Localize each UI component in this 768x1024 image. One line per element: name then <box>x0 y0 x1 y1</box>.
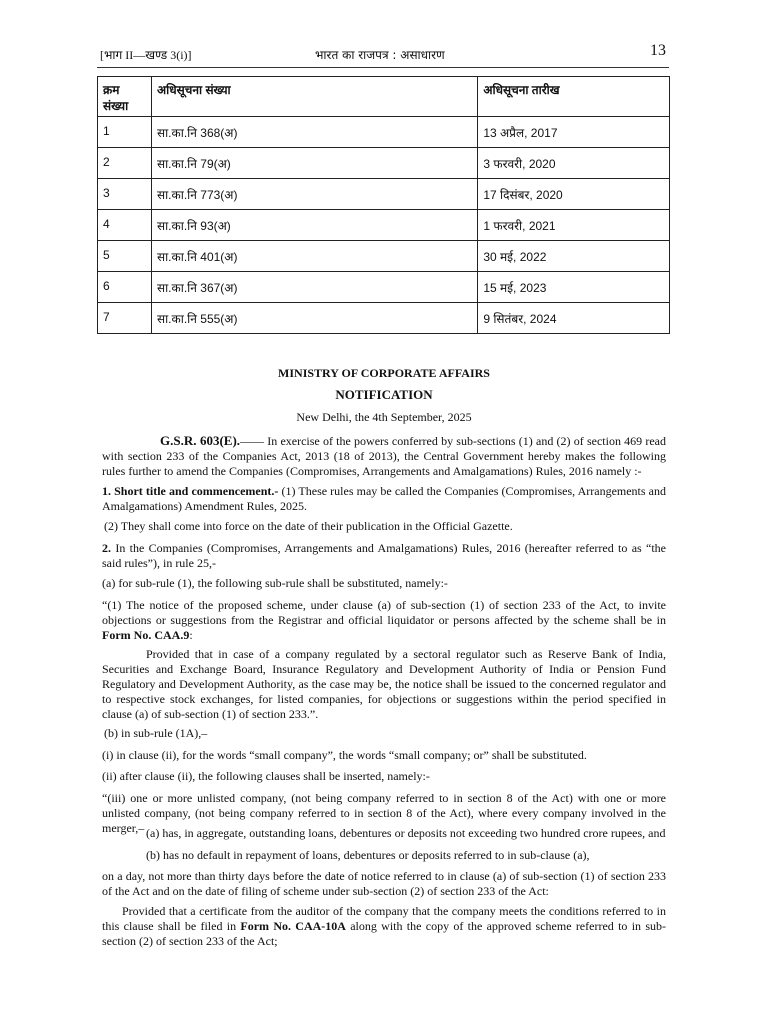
proviso2-text-end: along with the copy of the approved scheme referred to in sub-section (2) of section 233 of the Act; <box>102 919 666 948</box>
on-a-day-paragraph: on a day, not more than thirty days before the date of notice referred to in clause (a) of sub-section (1) of section 233 of the Act and on the date of filing of scheme under sub-section (2) of section 233 of the Act: <box>102 869 666 898</box>
gsr-number: G.S.R. 603(E). <box>160 433 241 448</box>
cell-serial: 7 <box>98 303 152 334</box>
preamble-text: —— In exercise of the powers conferred by sub-sections (1) and (2) of section 469 read with section 233 of the Companies Act, 2013 (18 of 2013), the Central Government hereby makes the following rules further to amend the Companies (Compromises, Arrangements and Amalgamations) Rules, 2016 namely :- <box>102 434 667 478</box>
cell-notification-no: सा.का.नि 773(अ) <box>151 179 477 210</box>
cell-notification-no: सा.का.नि 367(अ) <box>151 272 477 303</box>
proviso-1: Provided that in case of a company regulated by a sectoral regulator such as Reserve Bank of India, Securities and Exchange Board, Insurance Regulatory and Development Authority of India or Pension Fund Regulatory and Development Authority, as the case may be, the notice shall be issued to the concerned regulator and to respective stock exchanges, for listed companies, for objections or suggestions within the period specified in clause (a) of sub-section (1) of section 233.”. <box>102 647 666 721</box>
clause-a: (a) for sub-rule (1), the following sub-rule shall be substituted, namely:- <box>102 576 448 590</box>
table-row <box>98 179 670 210</box>
cell-date: 1 फरवरी, 2021 <box>478 210 670 241</box>
proviso2-text: Provided that a certificate from the auditor of the company that the company meets the conditions referred to in this clause shall be filed in <box>102 904 666 933</box>
rule1-paragraph <box>102 484 666 514</box>
clause-b: (b) in sub-rule (1A),– <box>104 726 208 740</box>
cell-date: 9 सितंबर, 2024 <box>478 303 670 334</box>
rule2-number: 2. <box>102 541 111 555</box>
clause-iii: “(iii) one or more unlisted company, (not being company referred to in section 8 of the Act) with one or more unlisted company, (not being company referred to in section 8 of the Act), where every company involved in the merger,– <box>102 791 666 835</box>
table-row <box>98 272 670 303</box>
cell-notification-no: सा.का.नि 555(अ) <box>151 303 477 334</box>
cell-notification-no: सा.का.नि 368(अ) <box>151 117 477 148</box>
cell-date: 17 दिसंबर, 2020 <box>478 179 670 210</box>
table-row <box>98 117 670 148</box>
header-part-label: [भाग II—खण्ड 3(i)] <box>100 48 192 62</box>
place-date: New Delhi, the 4th September, 2025 <box>296 410 472 424</box>
cell-serial: 1 <box>98 117 152 148</box>
col-header-notification-no: अधिसूचना संख्या <box>151 77 477 117</box>
col-header-serial: क्रम संख्या <box>98 77 152 117</box>
cell-serial: 6 <box>98 272 152 303</box>
proviso-2 <box>102 904 666 949</box>
subrule1-text: “(1) The notice of the proposed scheme, under clause (a) of sub-section (1) of section 233 of the Act, to invite objections or suggestions from the Registrar and official liquidator or persons affected by the scheme shall be in <box>102 598 666 627</box>
notification-table <box>97 76 670 334</box>
cell-serial: 5 <box>98 241 152 272</box>
cell-notification-no: सा.का.नि 79(अ) <box>151 148 477 179</box>
form-caa9: Form No. CAA.9 <box>102 628 190 642</box>
clause-i: (i) in clause (ii), for the words “small company”, the words “small company; or” shall be substituted. <box>102 748 587 762</box>
table-row <box>98 241 670 272</box>
ministry-heading: MINISTRY OF CORPORATE AFFAIRS <box>278 366 490 380</box>
substituted-subrule-1 <box>102 598 666 643</box>
cell-serial: 2 <box>98 148 152 179</box>
cell-serial: 4 <box>98 210 152 241</box>
cell-notification-no: सा.का.नि 401(अ) <box>151 241 477 272</box>
table-row <box>98 303 670 334</box>
form-caa10a: Form No. CAA-10A <box>240 919 346 933</box>
table-row <box>98 210 670 241</box>
notification-heading: NOTIFICATION <box>335 387 433 402</box>
clause-ii: (ii) after clause (ii), the following clauses shall be inserted, namely:- <box>102 769 430 783</box>
subrule1-end: : <box>189 628 193 642</box>
sub-clause-a: (a) has, in aggregate, outstanding loans, debentures or deposits not exceeding two hundred crore rupees, and <box>146 826 666 840</box>
cell-date: 30 मई, 2022 <box>478 241 670 272</box>
rule1-text: (1) These rules may be called the Companies (Compromises, Arrangements and Amalgamations) Amendment Rules, 2025. <box>102 484 667 513</box>
table-row <box>98 148 670 179</box>
cell-serial: 3 <box>98 179 152 210</box>
cell-date: 3 फरवरी, 2020 <box>478 148 670 179</box>
cell-date: 15 मई, 2023 <box>478 272 670 303</box>
page-number: 13 <box>650 42 666 59</box>
cell-date: 13 अप्रैल, 2017 <box>478 117 670 148</box>
rule1-subrule2: (2) They shall come into force on the date of their publication in the Official Gazette. <box>104 519 513 533</box>
cell-notification-no: सा.का.नि 93(अ) <box>151 210 477 241</box>
header-gazette-title: भारत का राजपत्र : असाधारण <box>315 48 445 62</box>
header-divider <box>97 67 669 68</box>
table-header-row <box>98 77 670 117</box>
sub-clause-b: (b) has no default in repayment of loans, debentures or deposits referred to in sub-clause (a), <box>146 848 590 862</box>
rule1-heading: 1. Short title and commencement.- <box>102 484 279 498</box>
rule2-text: In the Companies (Compromises, Arrangements and Amalgamations) Rules, 2016 (hereafter referred to as “the said rules”), in rule 25,- <box>102 541 666 570</box>
page-header <box>100 42 666 66</box>
preamble-paragraph <box>102 433 666 479</box>
col-header-notification-date: अधिसूचना तारीख <box>478 77 670 117</box>
rule2-paragraph <box>102 541 666 571</box>
